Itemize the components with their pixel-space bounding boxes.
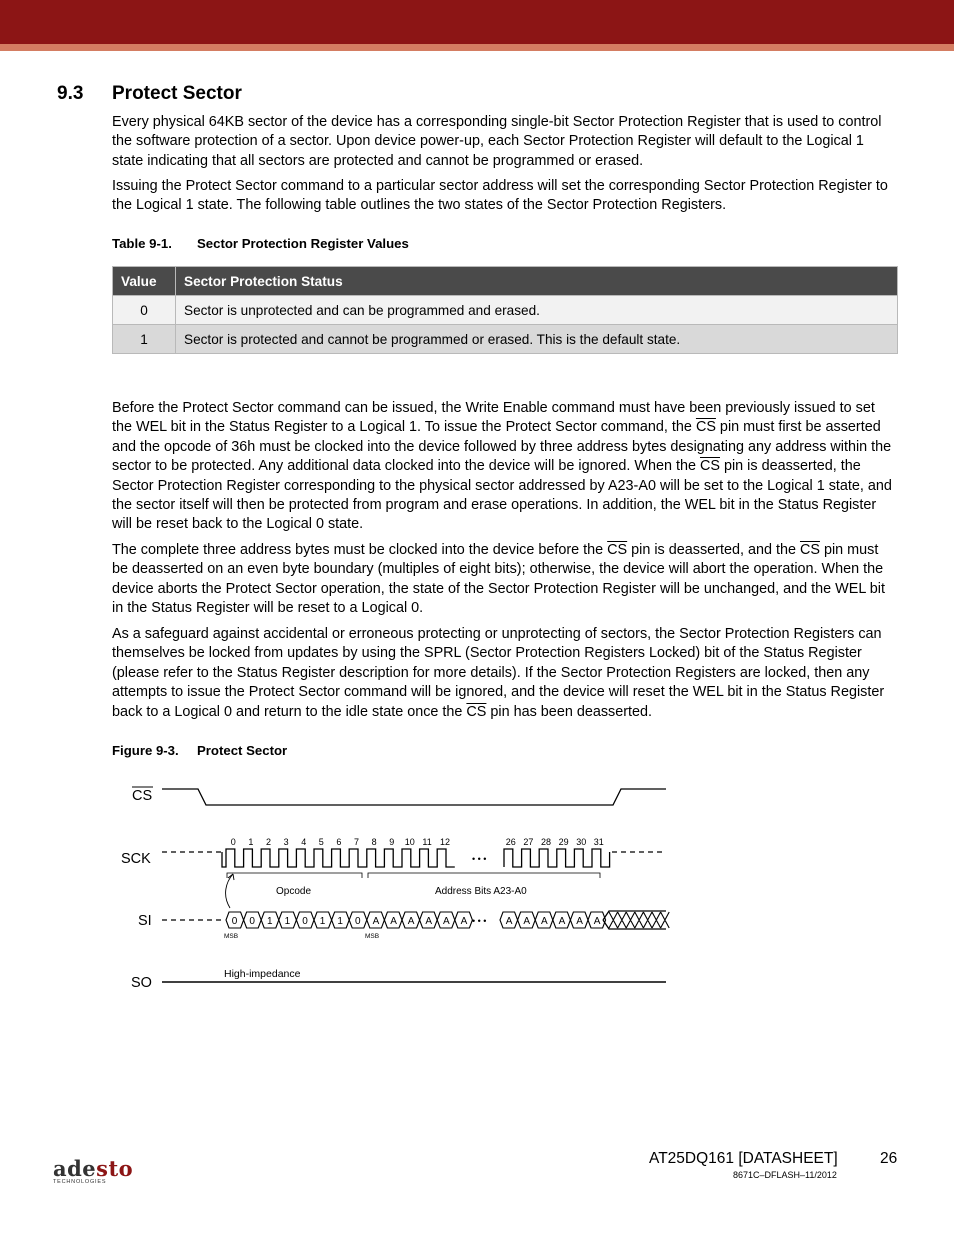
- clock-number: 7: [354, 837, 360, 847]
- cs-waveform: [162, 789, 666, 805]
- clock-number: 28: [541, 837, 552, 847]
- clock-number: 0: [230, 837, 236, 847]
- clock-number: 9: [389, 837, 395, 847]
- opcode-label: Opcode: [276, 886, 312, 897]
- address-bit: A: [390, 916, 397, 927]
- text-run: pin is deasserted, and the: [627, 542, 800, 558]
- footer-doc-number: 8671C–DFLASH–11/2012: [733, 1170, 837, 1180]
- logo-text-a: ade: [53, 1156, 97, 1181]
- intro-paragraph-2: Issuing the Protect Sector command to a particular sector address will set the corresponding Sector Protection Register to the Logical 1 state. The following table outlines the two states of the Sector Protection Registers.: [112, 178, 888, 214]
- text-run: Before the Protect Sector command can be issued, the Write Enable command must have been previously issued to set the WEL bit in the Status Register to a Logical 1. To issue the Protect Sector command, the: [112, 400, 875, 436]
- sck-ellipsis: • • •: [472, 854, 487, 864]
- opcode-bit: 0: [302, 916, 308, 927]
- table-caption-label: Table 9-1.: [112, 236, 172, 251]
- table-header-status: Sector Protection Status: [176, 267, 898, 296]
- cs-overline: $\overline{CS}$: [699, 458, 720, 475]
- table-header-value: Value: [113, 267, 176, 296]
- footer-doc-title: AT25DQ161 [DATASHEET]: [649, 1150, 838, 1167]
- opcode-bit: 0: [231, 916, 238, 927]
- address-bit: A: [407, 916, 415, 927]
- si-ellipsis: • • •: [472, 916, 487, 926]
- clock-number: 2: [266, 837, 272, 847]
- clock-number: 4: [301, 837, 307, 847]
- address-bit: A: [505, 916, 513, 927]
- text-run: pin has been deasserted.: [486, 703, 653, 720]
- signal-label-so: SO: [131, 975, 152, 991]
- intro-paragraph-1: Every physical 64KB sector of the device has a corresponding single-bit Sector Protection Register that is used to control the software protection of a sector. Upon device power-up, each Sector Protection Register will default to the Logical 1 state indicating that all sectors are protected and cannot be programmed or erased.: [112, 114, 882, 169]
- figure-caption-label: Figure 9-3.: [112, 743, 179, 758]
- text-run: The complete three address bytes must be clocked into the device before the: [112, 542, 608, 558]
- footer-page-number: 26: [880, 1150, 898, 1167]
- text-run: As a safeguard against accidental or erroneous protecting or unprotecting of sectors, the Sector Protection Registers can themselves be locked from updates by using the SPRL (Sector Protection Registers Locked) bit of the Status Register (please refer to the Status Register description for more details). If the Sector Protection Registers are locked, then any attempts to issue the Protect Sector command will be ignored, and the device will reset the WEL bit in the Status Register back to a Logical 0 and return to the idle state once the: [112, 626, 885, 720]
- clock-number: 27: [523, 837, 534, 847]
- clock-number: 6: [336, 837, 342, 847]
- opcode-bracket: [227, 873, 362, 878]
- opcode-bit: 1: [337, 916, 343, 927]
- cs-overline: $\overline{CS}$: [695, 419, 716, 436]
- clock-number: 31: [593, 837, 604, 847]
- text-run: pin is deasserted, the Sector Protection Register corresponding to the physical sector addressed by A23-A0 will be set to the Logical 1 state, and the sector itself will then be protected from program and erase operations. In addition, the WEL bit in the Status Register will be reset back to the Logical 0 state.: [112, 458, 892, 533]
- table-cell-value: 1: [113, 325, 176, 354]
- address-bracket: [368, 873, 600, 878]
- sck-waveform-b: [504, 849, 610, 867]
- clock-number: 29: [558, 837, 569, 847]
- clock-number: 30: [576, 837, 587, 847]
- address-bit: A: [541, 916, 548, 927]
- sck-waveform-a: [222, 849, 455, 867]
- address-bit: A: [460, 916, 468, 927]
- setup-arrow: [226, 874, 233, 908]
- signal-label-cs: CS: [132, 788, 153, 804]
- opcode-bit: 1: [284, 916, 291, 927]
- address-bit: A: [593, 916, 601, 927]
- clock-number: 1: [248, 837, 254, 847]
- clock-number: 12: [440, 837, 451, 847]
- address-bit: A: [576, 916, 583, 927]
- opcode-bit: 1: [267, 916, 273, 927]
- table-caption-title: Sector Protection Register Values: [197, 236, 409, 251]
- logo-text-b: sto: [96, 1156, 134, 1181]
- logo-wordmark: [53, 1156, 133, 1181]
- clock-number: 26: [505, 837, 516, 847]
- opcode-bit: 0: [249, 916, 255, 927]
- table-cell-value: 0: [113, 296, 176, 325]
- table-cell-status: Sector is unprotected and can be programmed and erased.: [176, 296, 898, 325]
- clock-number: 8: [371, 837, 377, 847]
- opcode-bit: 0: [355, 916, 361, 927]
- clock-number: 10: [404, 837, 415, 847]
- adesto-logo: [53, 1156, 133, 1185]
- address-bit: A: [523, 916, 531, 927]
- cs-overline: $\overline{CS}$: [607, 542, 628, 558]
- address-label: Address Bits A23-A0: [435, 886, 527, 897]
- text-run: pin must first be asserted and the opcode of 36h must be clocked into the device followed by three address bytes designating any address within the sector to be protected. Any additional data clocked into the device will be ignored. When the: [112, 419, 892, 475]
- clock-number: 5: [318, 837, 324, 847]
- clock-number: 3: [283, 837, 289, 847]
- opcode-bit: 1: [319, 916, 326, 927]
- section-number: 9.3: [57, 83, 84, 104]
- signal-label-si: SI: [138, 913, 152, 929]
- clock-number: 11: [422, 837, 432, 847]
- logo-subtitle: TECHNOLOGIES: [53, 1179, 107, 1185]
- address-bit: A: [372, 916, 380, 927]
- cs-overline: $\overline{CS}$: [799, 542, 820, 558]
- figure-caption-title: Protect Sector: [197, 743, 288, 758]
- section-title: Protect Sector: [112, 83, 242, 104]
- si-dont-care-pattern: [609, 912, 669, 928]
- address-bit: A: [425, 916, 433, 927]
- opcode-msb-label: MSB: [224, 933, 239, 940]
- text-run: pin must be deasserted on an even byte boundary (multiples of eight bits); otherwise, the device will abort the operation. When the device aborts the Protect Sector operation, the state of the Sector Protection Register will be unchanged, and the WEL bit in the Status Register will be reset to a Logical 0.: [112, 542, 886, 617]
- address-bit: A: [443, 916, 450, 927]
- address-msb-label: MSB: [365, 933, 380, 940]
- address-bit: A: [558, 916, 566, 927]
- cs-overline: $\overline{CS}$: [466, 703, 487, 720]
- signal-label-sck: SCK: [121, 851, 151, 867]
- table-cell-status: Sector is protected and cannot be programmed or erased. This is the default state.: [176, 325, 898, 354]
- so-high-impedance-label: High-impedance: [224, 968, 301, 980]
